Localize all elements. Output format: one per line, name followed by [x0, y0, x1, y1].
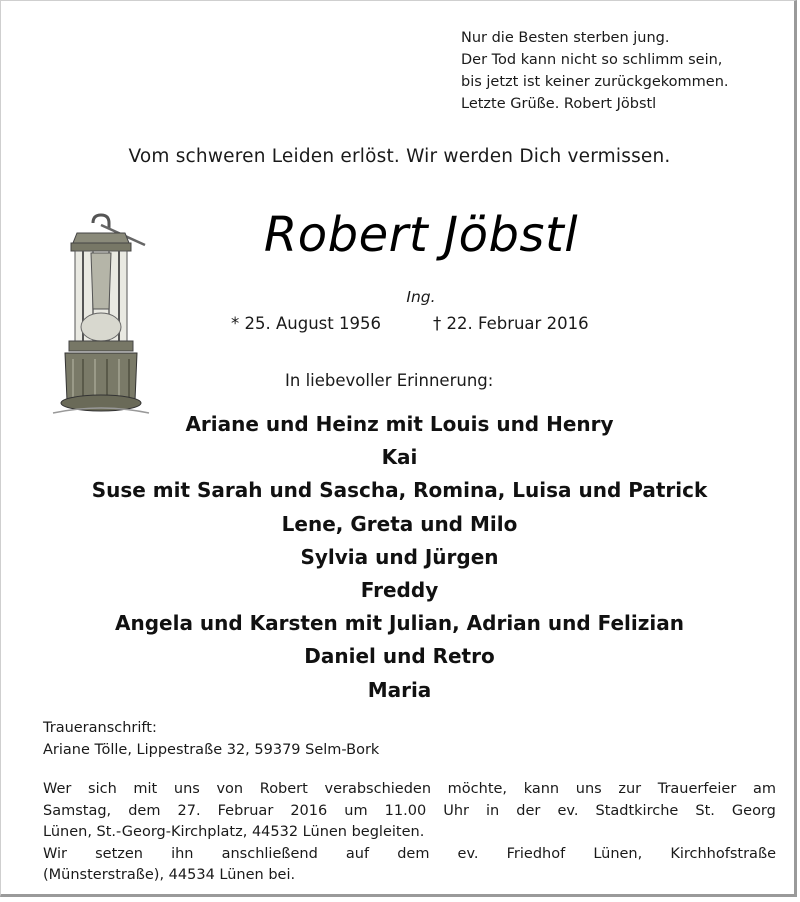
mourner-line: Lene, Greta und Milo: [281, 511, 518, 536]
service-word: Wer: [43, 781, 72, 797]
intro-text: Vom schweren Leiden erlöst. Wir werden Dich vermissen.: [128, 146, 671, 167]
deceased-name: Robert Jöbstl: [263, 207, 579, 263]
quote-line: Nur die Besten sterben jung.: [461, 30, 670, 46]
service-word: Februar: [217, 802, 274, 819]
service-word: Samstag,: [43, 802, 112, 819]
service-word: Robert: [259, 781, 308, 797]
service-info: [43, 779, 776, 887]
service-word: anschließend: [221, 845, 318, 862]
service-word: ev.: [457, 845, 479, 862]
service-word: zur: [618, 781, 642, 797]
service-line: [43, 844, 776, 866]
service-word: kann: [523, 781, 560, 797]
mourner-line: Freddy: [360, 578, 439, 603]
mourner-line: Kai: [381, 445, 418, 470]
quote-line: bis jetzt ist keiner zurückgekommen.: [461, 74, 729, 90]
service-word: sich: [88, 781, 117, 797]
service-word: setzen: [95, 845, 143, 862]
mourners-list: [1, 408, 798, 707]
mourner-line: Ariane und Heinz mit Louis und Henry: [185, 412, 614, 436]
quote-line: Letzte Grüße. Robert Jöbstl: [461, 96, 657, 112]
service-word: 11.00: [384, 802, 427, 819]
service-word: Stadtkirche: [595, 802, 679, 819]
service-word: Georg: [731, 802, 776, 819]
service-line: (Münsterstraße), 44534 Lünen bei.: [43, 867, 296, 883]
mourner-line: Angela und Karsten mit Julian, Adrian und Felizian: [115, 611, 684, 636]
service-word: St.: [695, 802, 715, 819]
service-word: Friedhof: [506, 845, 566, 862]
service-word: ev.: [557, 802, 579, 819]
mourning-address: [43, 717, 763, 761]
mourner-line: Maria: [367, 677, 432, 702]
service-word: ihn: [171, 845, 194, 862]
address-label: Traueranschrift:: [43, 720, 157, 736]
mourner-line: Sylvia und Jürgen: [300, 544, 499, 569]
service-word: der: [516, 802, 541, 819]
address-value: Ariane Tölle, Lippestraße 32, 59379 Selm-Bork: [43, 742, 380, 758]
mourner-line: Daniel und Retro: [304, 644, 495, 669]
service-line: Lünen, St.-Georg-Kirchplatz, 44532 Lünen begleiten.: [43, 824, 425, 840]
service-word: dem: [397, 845, 430, 862]
service-word: dem: [128, 802, 161, 819]
service-line: [43, 801, 776, 823]
service-word: in: [486, 802, 500, 819]
service-word: um: [344, 802, 368, 819]
service-word: am: [752, 781, 776, 797]
birth-date: * 25. August 1956: [231, 314, 381, 333]
service-word: uns: [575, 781, 602, 797]
service-word: 2016: [290, 802, 328, 819]
service-word: Uhr: [443, 802, 469, 819]
service-word: Trauerfeier: [657, 781, 737, 797]
quote-line: Der Tod kann nicht so schlimm sein,: [461, 52, 723, 68]
deceased-title: Ing.: [406, 288, 436, 306]
service-word: von: [216, 781, 244, 797]
service-word: Wir: [43, 845, 68, 862]
service-word: Kirchhofstraße: [670, 845, 776, 862]
service-word: möchte,: [447, 781, 508, 797]
mourner-line: Suse mit Sarah und Sascha, Romina, Luisa und Patrick: [91, 478, 708, 503]
death-date: † 22. Februar 2016: [433, 314, 589, 333]
service-word: 27.: [177, 802, 201, 819]
service-word: auf: [345, 845, 370, 862]
service-word: mit: [133, 781, 158, 797]
service-word: Lünen,: [593, 845, 643, 862]
service-word: uns: [173, 781, 200, 797]
miners-lamp-icon: [43, 213, 155, 419]
service-line: [43, 779, 776, 801]
memory-label: In liebevoller Erinnerung:: [285, 371, 494, 390]
quote-block: [461, 27, 781, 115]
service-word: verabschieden: [324, 781, 432, 797]
